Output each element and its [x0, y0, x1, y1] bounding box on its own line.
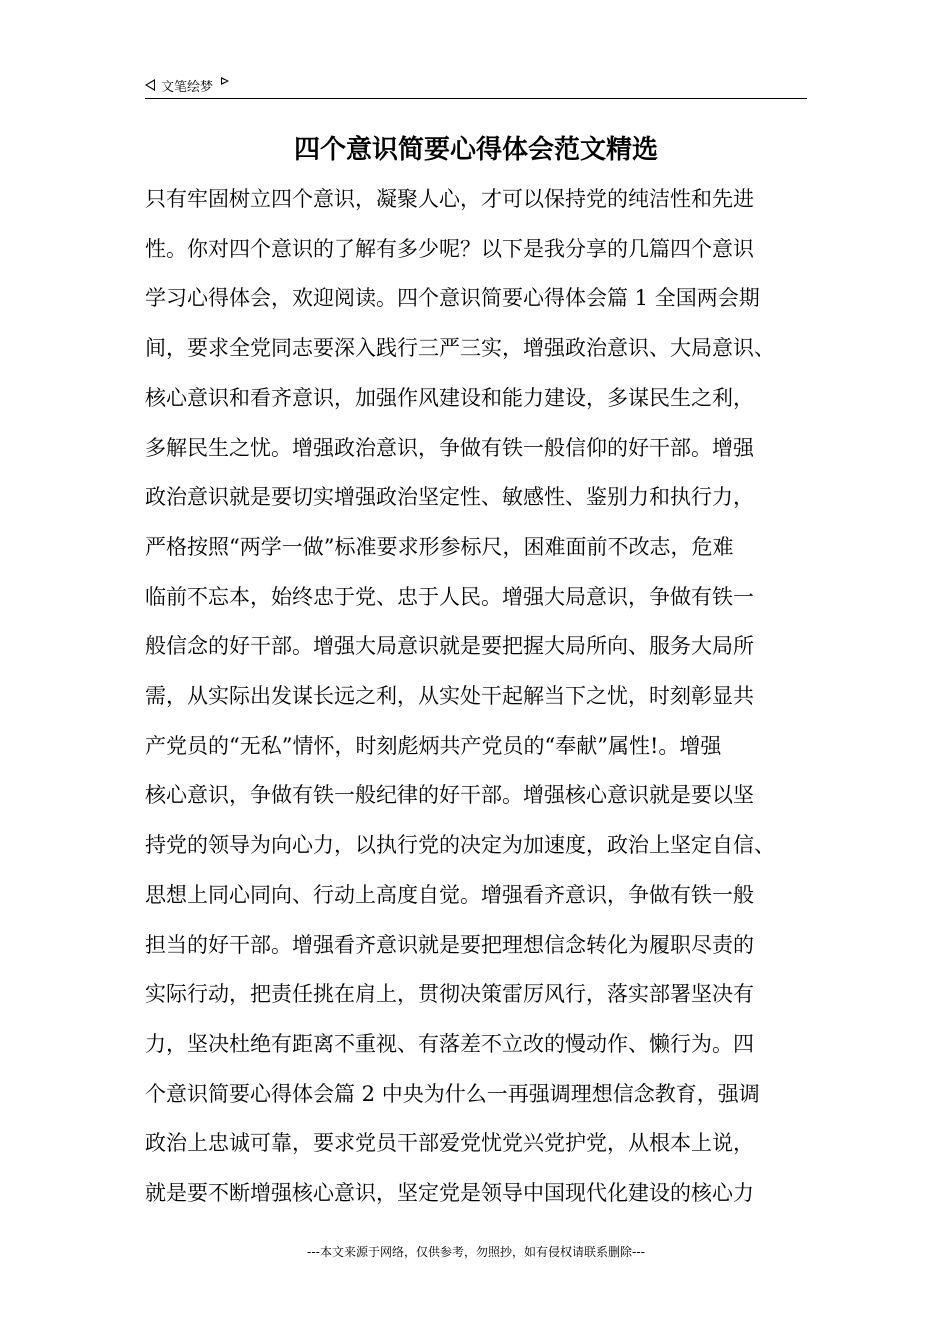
body-line: 严格按照“两学一做”标准要求形参标尺，困难面前不改志，危难 — [145, 534, 734, 559]
body-line: 就是要不断增强核心意识，坚定党是领导中国现代化建设的核心力 — [145, 1181, 754, 1206]
body-line: 临前不忘本，始终忠于党、忠于人民。增强大局意识，争做有铁一 — [145, 584, 754, 609]
body-line: 核心意识，争做有铁一般纪律的好干部。增强核心意识就是要以坚 — [145, 783, 754, 808]
header-brand: 文笔绘梦 — [161, 79, 214, 95]
body-line: 个意识简要心得体会篇 2 中央为什么一再强调理想信念教育，强调 — [145, 1081, 760, 1106]
body-line: 只有牢固树立四个意识，凝聚人心，才可以保持党的纯洁性和先进 — [145, 187, 754, 211]
footer-notice: ---本文来源于网络，仅供参考，勿照抄，如有侵权请联系删除--- — [307, 1245, 645, 1259]
body-line: 性。你对四个意识的了解有多少呢？以下是我分享的几篇四个意识 — [145, 236, 754, 261]
document-body — [145, 175, 825, 1219]
body-line: 实际行动，把责任挑在肩上，贯彻决策雷厉风行，落实部署坚决有 — [145, 982, 754, 1007]
body-line: 担当的好干部。增强看齐意识就是要把理想信念转化为履职尽责的 — [145, 932, 754, 957]
body-line: 多解民生之忧。增强政治意识，争做有铁一般信仰的好干部。增强 — [145, 435, 754, 460]
body-line: 产党员的“无私”情怀，时刻彪炳共产党员的“奉献”属性!。增强 — [145, 733, 722, 758]
right-triangle-icon — [221, 77, 229, 85]
header-divider — [145, 98, 807, 99]
body-line: 政治意识就是要切实增强政治坚定性、敏感性、鉴别力和执行力， — [145, 485, 754, 510]
body-line: 力，坚决杜绝有距离不重视、有落差不立改的慢动作、懒行为。四 — [145, 1031, 754, 1056]
body-line: 持党的领导为向心力，以执行党的决定为加速度，政治上坚定自信、 — [145, 833, 775, 858]
body-line: 间，要求全党同志要深入践行三严三实，增强政治意识、大局意识、 — [145, 336, 775, 361]
body-line: 政治上忠诚可靠，要求党员干部爱党忧党兴党护党，从根本上说， — [145, 1131, 754, 1156]
body-line: 核心意识和看齐意识，加强作风建设和能力建设，多谋民生之利， — [145, 385, 754, 410]
page-header — [145, 74, 229, 96]
body-line: 需，从实际出发谋长远之利，从实处干起解当下之忧，时刻彰显共 — [145, 684, 754, 709]
document-title: 四个意识简要心得体会范文精选 — [293, 135, 658, 165]
body-line: 学习心得体会，欢迎阅读。四个意识简要心得体会篇 1 全国两会期 — [145, 286, 760, 311]
body-line: 思想上同心同向、行动上高度自觉。增强看齐意识，争做有铁一般 — [145, 882, 754, 907]
left-triangle-icon — [145, 79, 155, 91]
body-line: 般信念的好干部。增强大局意识就是要把握大局所向、服务大局所 — [145, 634, 754, 659]
